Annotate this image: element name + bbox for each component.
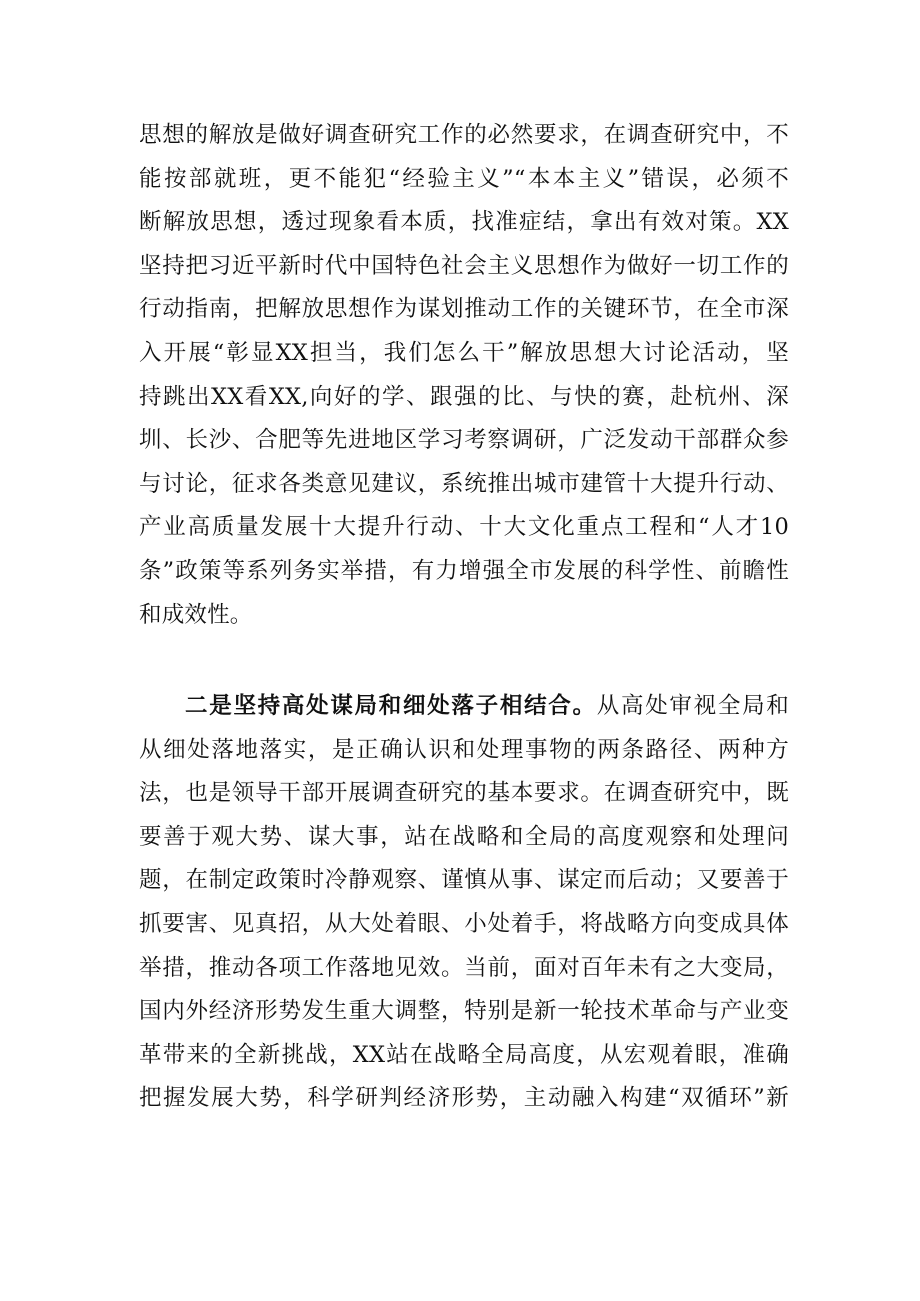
paragraph-2-line: 举措，推动各项工作落地见效。当前，面对百年未有之大变局，: [139, 954, 789, 981]
paragraph-2-line: 国内外经济形势发生重大调整，特别是新一轮技术革命与产业变: [139, 998, 789, 1025]
paragraph-1: [139, 114, 789, 637]
paragraph-2-line: 把握发展大势，科学研判经济形势，主动融入构建“双循环”新: [139, 1085, 789, 1112]
paragraph-2-first-rest: 从高处审视全局和: [596, 693, 789, 719]
paragraph-1-line: 条”政策等系列务实举措，有力增强全市发展的科学性、前瞻性: [139, 557, 789, 584]
paragraph-1-line: 行动指南，把解放思想作为谋划推动工作的关键环节，在全市深: [139, 296, 789, 323]
paragraph-2-line: 要善于观大势、谋大事，站在战略和全局的高度观察和处理问: [139, 823, 789, 850]
paragraph-1-line: 能按部就班，更不能犯“经验主义”“本本主义”错误，必须不: [139, 165, 789, 192]
paragraph-2-line: 革带来的全新挑战，XX站在战略全局高度，从宏观着眼，准确: [139, 1041, 789, 1068]
paragraph-1-line: 与讨论，征求各类意见建议，系统推出城市建管十大提升行动、: [139, 470, 789, 497]
paragraph-1-line: 圳、长沙、合肥等先进地区学习考察调研，广泛发动干部群众参: [139, 427, 789, 454]
paragraph-1-line: 思想的解放是做好调查研究工作的必然要求，在调查研究中，不: [139, 122, 789, 148]
paragraph-1-line: 入开展“彰显XX担当，我们怎么干”解放思想大讨论活动，坚: [139, 339, 789, 366]
paragraph-2-line: 从细处落地落实，是正确认识和处理事物的两条路径、两种方: [139, 736, 789, 763]
paragraph-2-line: 题，在制定政策时冷静观察、谨慎从事、谋定而后动；又要善于: [139, 867, 789, 894]
paragraph-1-line: 持跳出XX看XX,向好的学、跟强的比、与快的赛，赴杭州、深: [139, 383, 789, 410]
paragraph-1-line: 断解放思想，透过现象看本质，找准症结，拿出有效对策。XX: [139, 209, 789, 236]
paragraph-2-first-line: [139, 685, 789, 729]
paragraph-2-line: 抓要害、见真招，从大处着眼、小处着手，将战略方向变成具体: [139, 910, 789, 937]
paragraph-1-line: 和成效性。: [139, 601, 253, 628]
paragraph-2: [139, 685, 789, 1121]
paragraph-1-line: 产业高质量发展十大提升行动、十大文化重点工程和“人才10: [139, 514, 789, 541]
paragraph-1-line: 坚持把习近平新时代中国特色社会主义思想作为做好一切工作的: [139, 252, 789, 279]
paragraph-2-line: 法，也是领导干部开展调查研究的基本要求。在调查研究中，既: [139, 780, 789, 807]
paragraph-2-heading: 二是坚持高处谋局和细处落子相结合。: [185, 693, 597, 719]
